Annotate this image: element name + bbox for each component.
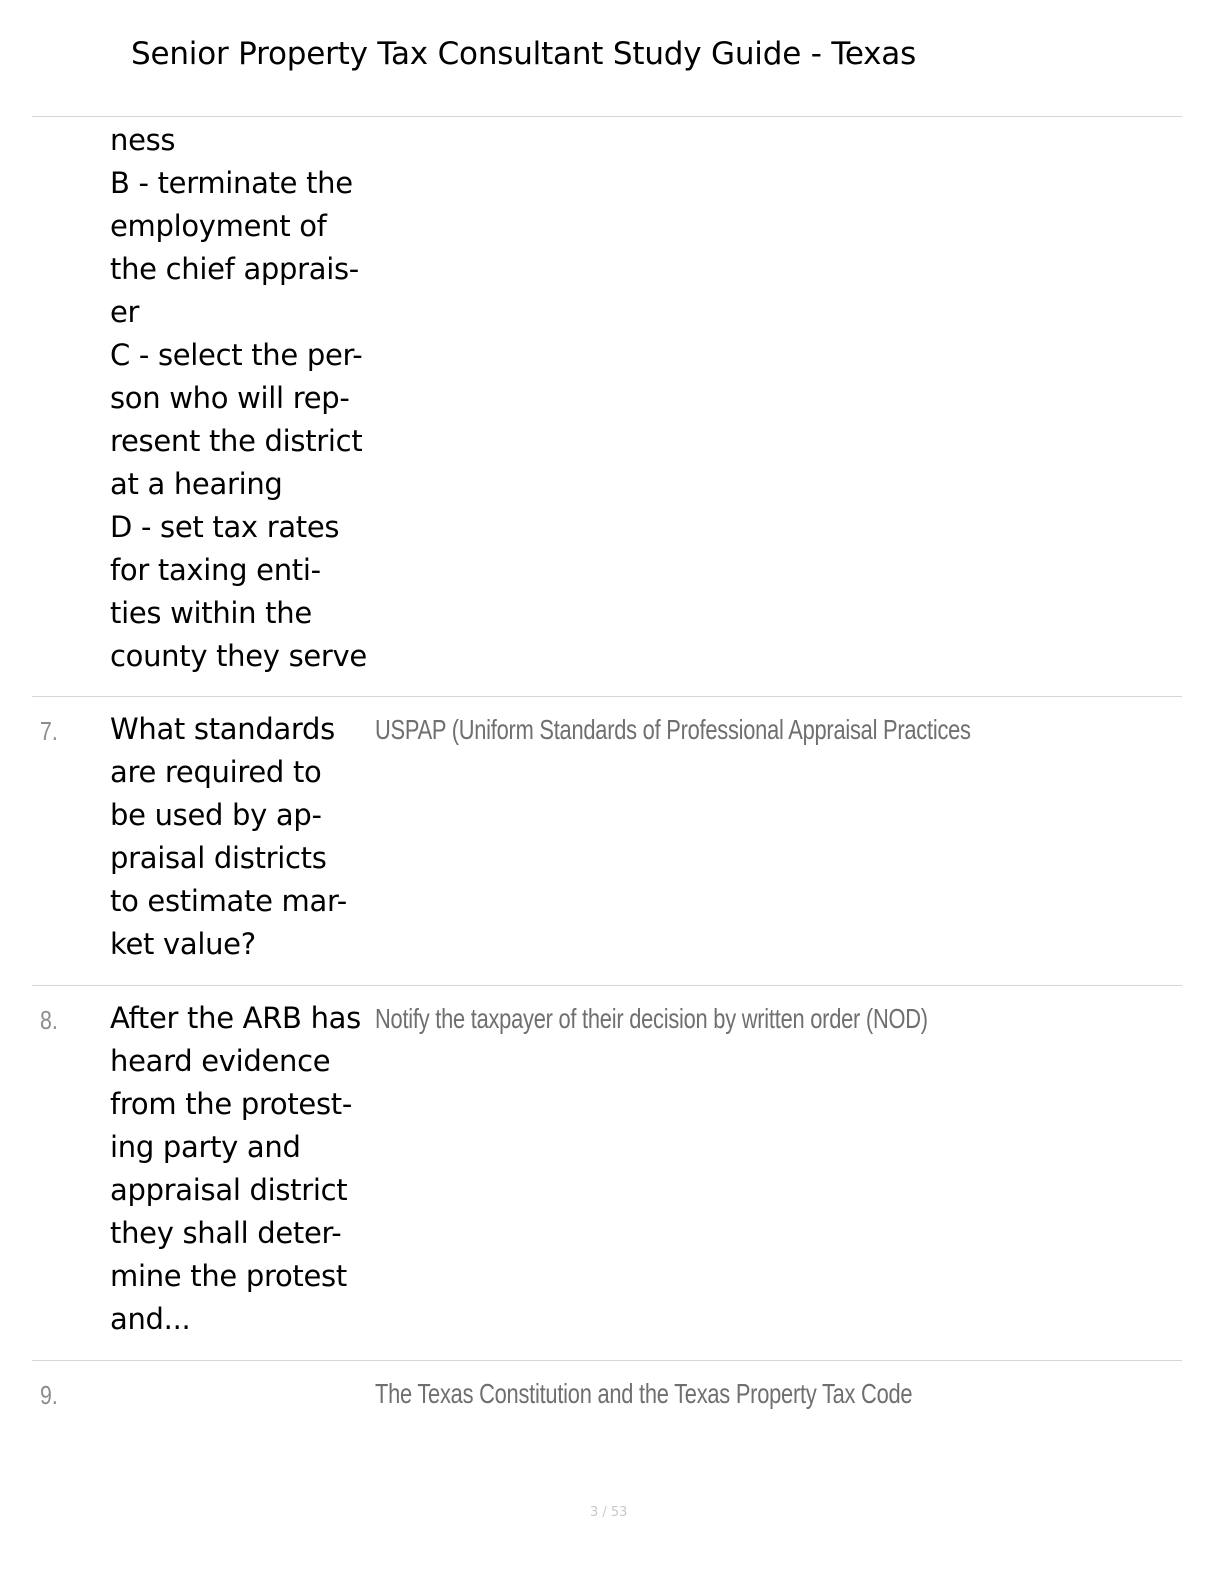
question-line: county they serve (110, 639, 367, 673)
row-divider (32, 1360, 1182, 1361)
question-line: ness (110, 123, 176, 157)
question-line: they shall deter- (110, 1216, 342, 1250)
answer-text: The Texas Constitution and the Texas Property Tax Code (375, 1378, 913, 1409)
question-line: from the protest- (110, 1087, 353, 1121)
question-line: mine the protest (110, 1259, 347, 1293)
question-line: What standards (110, 712, 335, 746)
question-text (110, 708, 382, 966)
question-line: ing party and (110, 1130, 301, 1164)
question-line: B - terminate the (110, 166, 353, 200)
answer-text: Notify the taxpayer of their decision by written order (NOD) (375, 1003, 928, 1034)
question-line: and... (110, 1302, 191, 1336)
question-line: ket value? (110, 927, 256, 961)
question-line: be used by ap- (110, 798, 322, 832)
question-line: are required to (110, 755, 322, 789)
question-line: heard evidence (110, 1044, 331, 1078)
question-line: for taxing enti- (110, 553, 321, 587)
question-line: C - select the per- (110, 338, 363, 372)
question-line: to estimate mar- (110, 884, 347, 918)
question-text (110, 997, 382, 1341)
page-number: 3 / 53 (590, 1505, 628, 1520)
continued-question-text (110, 119, 382, 678)
question-number: 7. (40, 716, 58, 746)
question-line: employment of (110, 209, 327, 243)
question-line: D - set tax rates (110, 510, 340, 544)
answer-text: USPAP (Uniform Standards of Professional Appraisal Practices (375, 714, 971, 745)
row-divider (32, 985, 1182, 986)
question-line: praisal districts (110, 841, 327, 875)
question-line: at a hearing (110, 467, 283, 501)
question-line: er (110, 295, 140, 329)
header-divider (32, 116, 1182, 117)
question-line: ties within the (110, 596, 312, 630)
question-line: After the ARB has (110, 1001, 361, 1035)
question-line: resent the district (110, 424, 363, 458)
question-number: 9. (40, 1380, 58, 1410)
row-divider (32, 696, 1182, 697)
question-line: son who will rep- (110, 381, 350, 415)
question-number: 8. (40, 1005, 58, 1035)
question-line: the chief apprais- (110, 252, 359, 286)
question-line: appraisal district (110, 1173, 348, 1207)
document-title: Senior Property Tax Consultant Study Guide - Texas (131, 36, 917, 72)
